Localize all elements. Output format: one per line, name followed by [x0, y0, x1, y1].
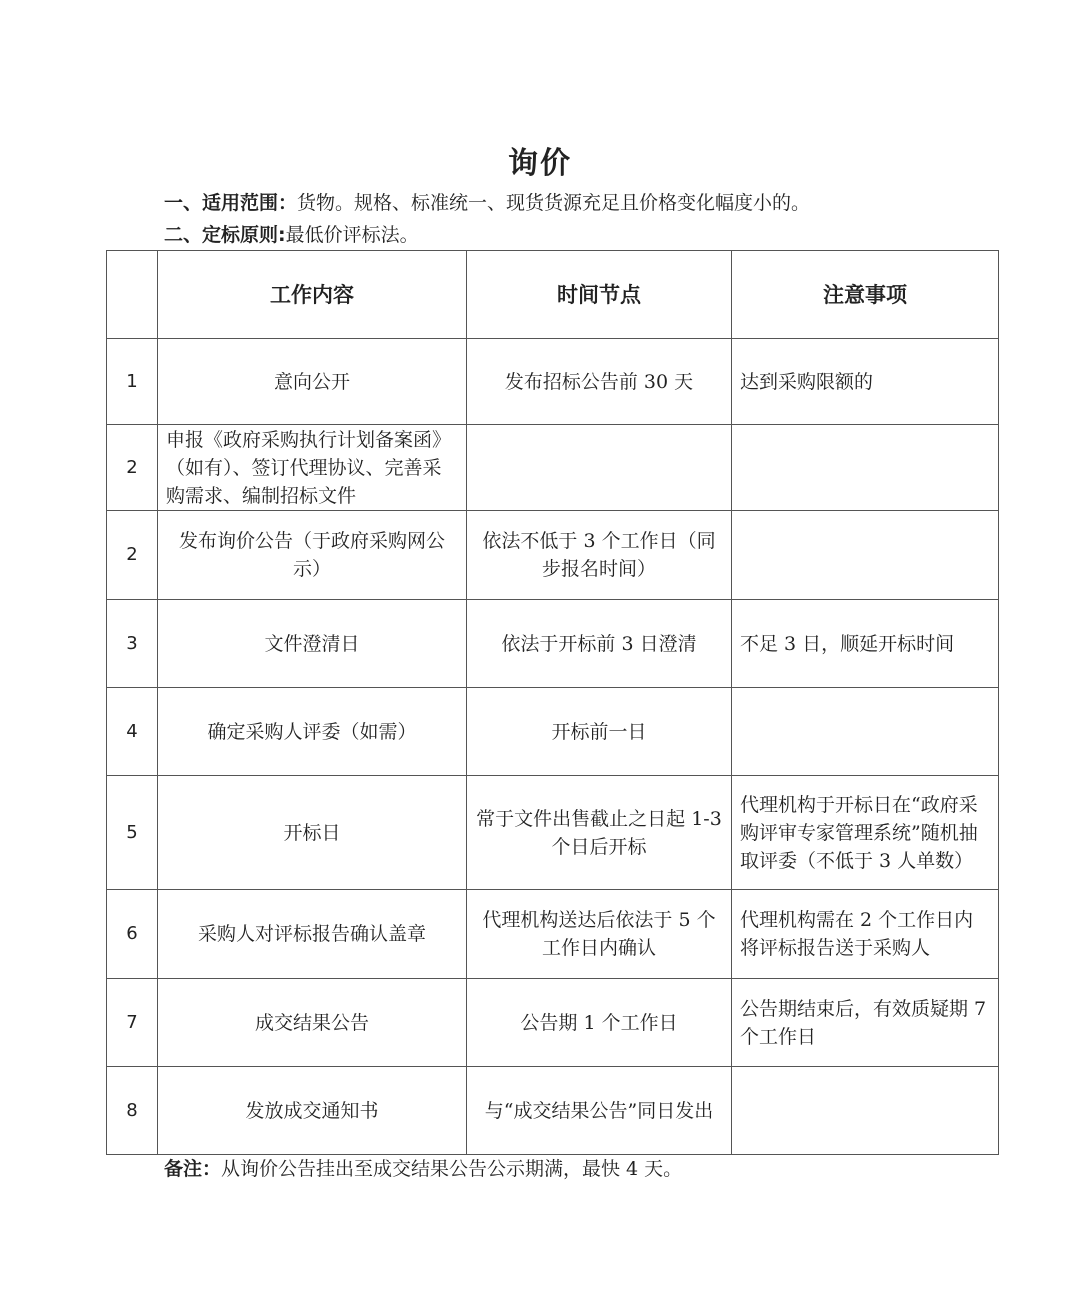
- table-header-row: [107, 251, 999, 339]
- row-note: [732, 511, 999, 600]
- table-row: [107, 776, 999, 890]
- scope-label: 一、适用范围：: [164, 192, 298, 214]
- table-row: [107, 979, 999, 1067]
- row-content: 发放成交通知书: [158, 1067, 467, 1155]
- row-content: 意向公开: [158, 339, 467, 425]
- row-no: 3: [107, 600, 158, 688]
- row-content: 成交结果公告: [158, 979, 467, 1067]
- row-content: 发布询价公告（于政府采购网公示）: [158, 511, 467, 600]
- row-no: 1: [107, 339, 158, 425]
- table-row: [107, 600, 999, 688]
- scope-line: [164, 188, 810, 215]
- table-row: [107, 339, 999, 425]
- row-note: 达到采购限额的: [732, 339, 999, 425]
- table-row: [107, 688, 999, 776]
- row-no: 5: [107, 776, 158, 890]
- process-table: [106, 250, 999, 1155]
- row-time: 常于文件出售截止之日起 1-3 个日后开标: [467, 776, 732, 890]
- row-time: 与“成交结果公告”同日发出: [467, 1067, 732, 1155]
- row-note: [732, 425, 999, 511]
- row-time: 开标前一日: [467, 688, 732, 776]
- table-row: [107, 425, 999, 511]
- row-time: 公告期 1 个工作日: [467, 979, 732, 1067]
- row-content: 开标日: [158, 776, 467, 890]
- row-time: [467, 425, 732, 511]
- row-note: 代理机构需在 2 个工作日内将评标报告送于采购人: [732, 890, 999, 979]
- table-row: [107, 511, 999, 600]
- row-no: 2: [107, 511, 158, 600]
- row-note: 不足 3 日，顺延开标时间: [732, 600, 999, 688]
- remark-label: 备注：: [164, 1158, 222, 1180]
- header-time: 时间节点: [467, 251, 732, 339]
- row-content: 文件澄清日: [158, 600, 467, 688]
- header-note: 注意事项: [732, 251, 999, 339]
- page-title: 询价: [508, 146, 572, 181]
- row-time: 依法不低于 3 个工作日（同步报名时间）: [467, 511, 732, 600]
- header-content: 工作内容: [158, 251, 467, 339]
- remark-line: [164, 1154, 682, 1181]
- remark-text: 从询价公告挂出至成交结果公告公示期满，最快 4 天。: [221, 1158, 683, 1180]
- row-no: 6: [107, 890, 158, 979]
- header-no: [107, 251, 158, 339]
- row-note: [732, 688, 999, 776]
- row-note: 代理机构于开标日在“政府采购评审专家管理系统”随机抽取评委（不低于 3 人单数）: [732, 776, 999, 890]
- row-time: 依法于开标前 3 日澄清: [467, 600, 732, 688]
- row-note: 公告期结束后，有效质疑期 7 个工作日: [732, 979, 999, 1067]
- table-row: [107, 890, 999, 979]
- row-time: 发布招标公告前 30 天: [467, 339, 732, 425]
- row-content: 确定采购人评委（如需）: [158, 688, 467, 776]
- scope-text: 货物。规格、标准统一、现货货源充足且价格变化幅度小的。: [297, 192, 811, 214]
- principle-label: 二、定标原则:: [164, 224, 286, 246]
- row-no: 4: [107, 688, 158, 776]
- principle-line: [164, 220, 419, 247]
- principle-text: 最低价评标法。: [285, 224, 419, 246]
- row-no: 7: [107, 979, 158, 1067]
- table-row: [107, 1067, 999, 1155]
- row-content: 采购人对评标报告确认盖章: [158, 890, 467, 979]
- row-time: 代理机构送达后依法于 5 个工作日内确认: [467, 890, 732, 979]
- row-content: 申报《政府采购执行计划备案函》（如有）、签订代理协议、完善采购需求、编制招标文件: [158, 425, 467, 511]
- row-no: 8: [107, 1067, 158, 1155]
- row-no: 2: [107, 425, 158, 511]
- row-note: [732, 1067, 999, 1155]
